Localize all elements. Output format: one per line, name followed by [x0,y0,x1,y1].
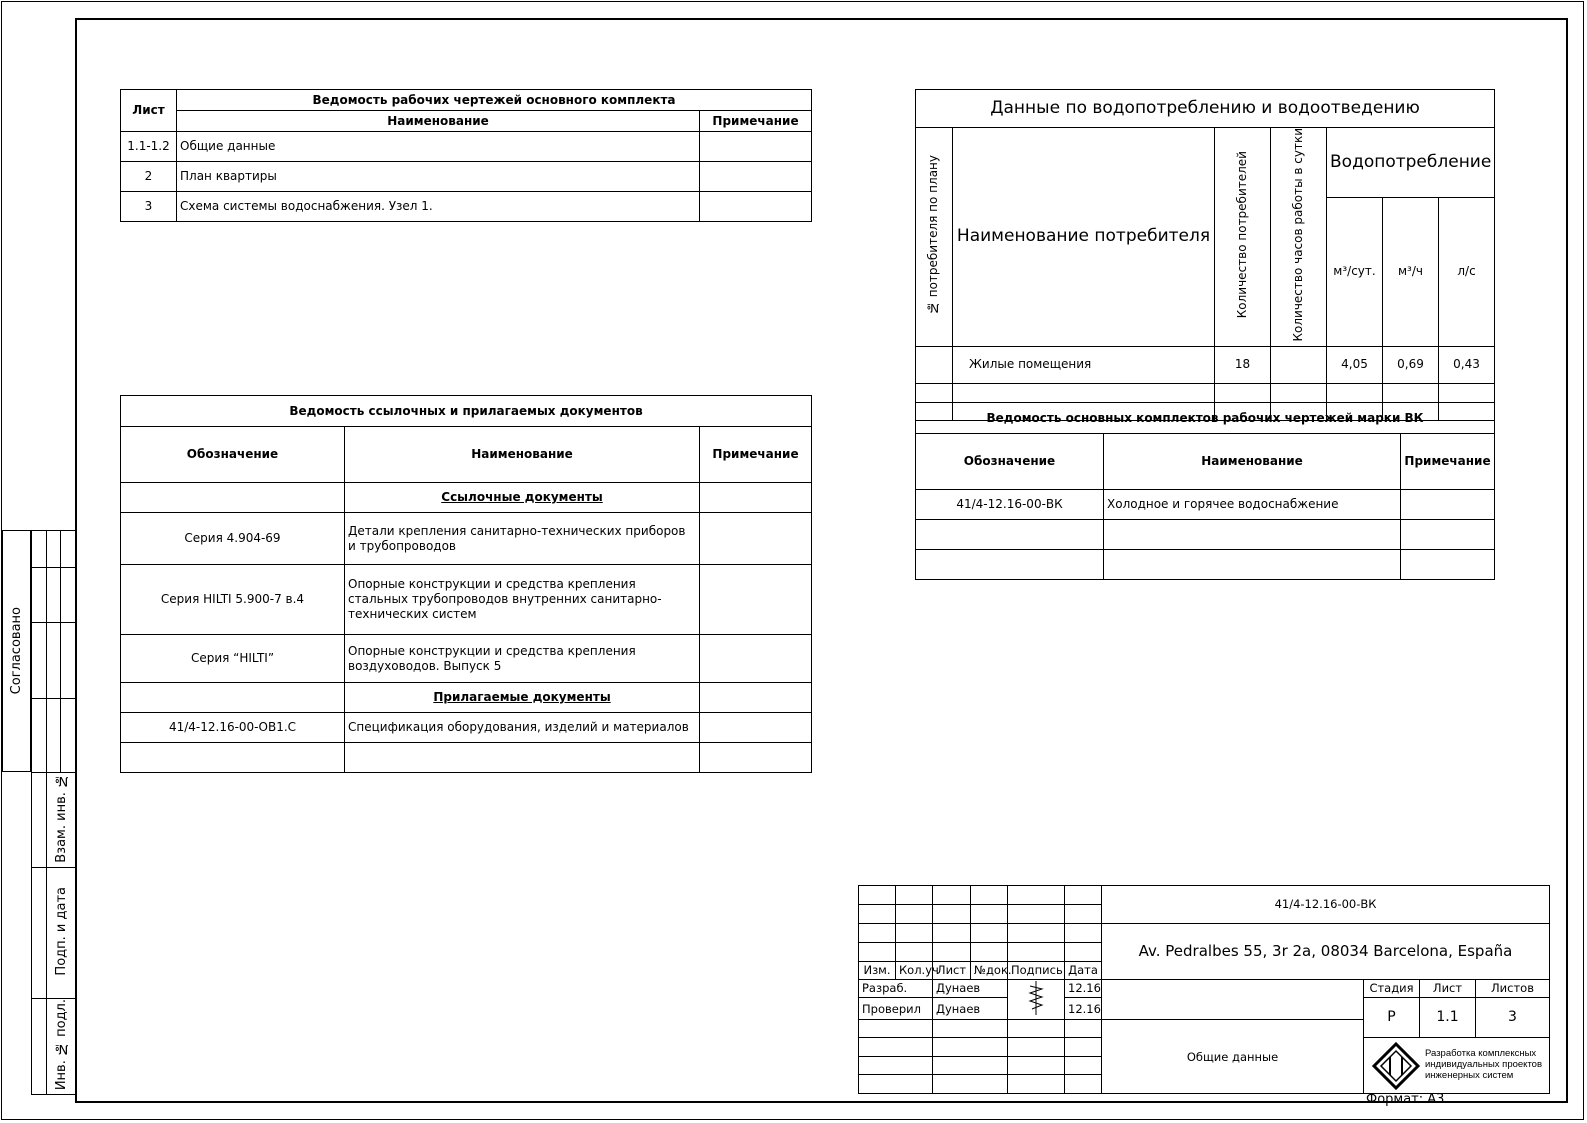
project-address: Av. Pedralbes 55, 3r 2a, 08034 Barcelona, España [1102,924,1550,980]
checker-name: Дунаев [933,998,1008,1020]
table-row [121,565,812,635]
col-note-header: Примечание [1401,434,1495,490]
signature-mark [1024,980,1048,1016]
row-name: План квартиры [177,162,700,192]
col-name-header: Наименование [1104,434,1401,490]
section-attached-docs: Прилагаемые документы [345,683,700,713]
row-sheet: 1.1-1.2 [121,132,177,162]
developer-date: 12.16 [1065,980,1102,998]
row-note [700,162,812,192]
hdr-sign: Подпись [1008,962,1065,980]
table-row-empty [121,743,812,773]
col-note-header: Примечание [700,427,812,483]
row-consumer: Жилые помещения [953,346,1215,383]
hdr-izm: Изм. [859,962,896,980]
row-code: Серия HILTI 5.900-7 в.4 [121,565,345,635]
binding-strip [31,530,75,1092]
row-note [700,713,812,743]
hdr-sheets: Листов [1476,980,1550,998]
col-code-header: Обозначение [121,427,345,483]
row-name: Схема системы водоснабжения. Узел 1. [177,192,700,222]
company-line-2: индивидуальных проектов [1425,1059,1543,1071]
hdr-ndok: №док. [971,962,1008,980]
vk-sets-title: Ведомость основных комплектов рабочих чертежей марки ВК [916,403,1495,434]
row-note [700,565,812,635]
row-name: Спецификация оборудования, изделий и материалов [345,713,700,743]
row-name: Детали крепления санитарно-технических приборов и трубопроводов [345,513,700,565]
replace-inv-label: Взам. инв. № [53,773,69,863]
row-code: Серия 4.904-69 [121,513,345,565]
row-name: Опорные конструкции и средства крепления стальных трубопроводов внутренних санитарно-технических систем [345,565,700,635]
company-line-1: Разработка комплексных [1425,1048,1537,1060]
col-name-header: Наименование [345,427,700,483]
hdr-stage: Стадия [1364,980,1420,998]
col-work-hours: Количество часов работы в сутки [1290,128,1305,342]
row-ls: 0,43 [1439,346,1495,383]
row-code: 41/4-12.16-00-ОВ1.С [121,713,345,743]
role-developer: Разраб. [859,980,933,998]
ref-docs-table [120,395,812,773]
col-sheet-header: Лист [121,90,177,132]
col-name-header: Наименование [177,111,700,132]
sign-date-label: Подп. и дата [53,886,69,976]
checker-date: 12.16 [1065,998,1102,1020]
table-row [121,635,812,683]
col-note-header: Примечание [700,111,812,132]
company-line-3: инженерных систем [1425,1070,1514,1082]
row-count: 18 [1215,346,1271,383]
table-row [121,162,812,192]
col-consumer-no: № потребителя по плану [926,154,941,315]
agreed-box [2,530,31,772]
vk-sets-table [915,402,1495,580]
hdr-list: Лист [933,962,971,980]
water-consumption-group: Водопотребление [1327,128,1495,198]
section-ref-docs: Ссылочные документы [345,483,700,513]
sheet-title: Общие данные [1102,1020,1364,1094]
row-note [700,192,812,222]
row-name: Опорные конструкции и средства крепления воздуховодов. Выпуск 5 [345,635,700,683]
row-note [700,513,812,565]
row-name: Общие данные [177,132,700,162]
agreed-label: Согласовано [9,607,24,695]
row-code: Серия “HILTI” [121,635,345,683]
table-row [121,513,812,565]
table-row [121,192,812,222]
format-label: Формат: А3 [1366,1092,1445,1107]
table-row-empty [916,520,1495,550]
row-no [916,346,953,383]
developer-name: Дунаев [933,980,1008,998]
unit-per-hour: м³/ч [1383,198,1439,346]
water-data-table [915,89,1495,421]
table-row [121,713,812,743]
unit-per-day: м³/сут. [1327,198,1383,346]
drawings-list-table [120,89,812,222]
sheets-value: 3 [1476,998,1550,1038]
row-sheet: 3 [121,192,177,222]
ref-docs-title: Ведомость ссылочных и прилагаемых документов [121,396,812,427]
col-consumer-name: Наименование потребителя [953,128,1215,347]
row-note [1401,490,1495,520]
role-checker: Проверил [859,998,933,1020]
row-day: 4,05 [1327,346,1383,383]
col-code-header: Обозначение [916,434,1104,490]
stage-value: Р [1364,998,1420,1038]
table-row [916,490,1495,520]
table-row [916,346,1495,383]
sheet-value: 1.1 [1420,998,1476,1038]
row-code: 41/4-12.16-00-ВК [916,490,1104,520]
drawings-list-title: Ведомость рабочих чертежей основного комплекта [177,90,812,111]
water-data-title: Данные по водопотреблению и водоотведению [916,90,1495,128]
row-hour: 0,69 [1383,346,1439,383]
row-note [700,635,812,683]
doc-code: 41/4-12.16-00-ВК [1102,886,1550,924]
signature [1008,980,1065,1020]
company-logo-icon [1373,1043,1419,1089]
table-row [121,132,812,162]
table-row-empty [916,550,1495,580]
col-consumer-count: Количество потребителей [1234,151,1249,319]
company-logo-cell [1364,1038,1550,1094]
hdr-date: Дата [1065,962,1102,980]
row-note [700,132,812,162]
row-hours [1271,346,1327,383]
unit-per-second: л/с [1439,198,1495,346]
hdr-sheet: Лист [1420,980,1476,998]
hdr-kol: Кол.уч [896,962,933,980]
row-name: Холодное и горячее водоснабжение [1104,490,1401,520]
row-sheet: 2 [121,162,177,192]
title-block [858,885,1550,1094]
inv-no-label: Инв. № подл. [53,999,69,1091]
